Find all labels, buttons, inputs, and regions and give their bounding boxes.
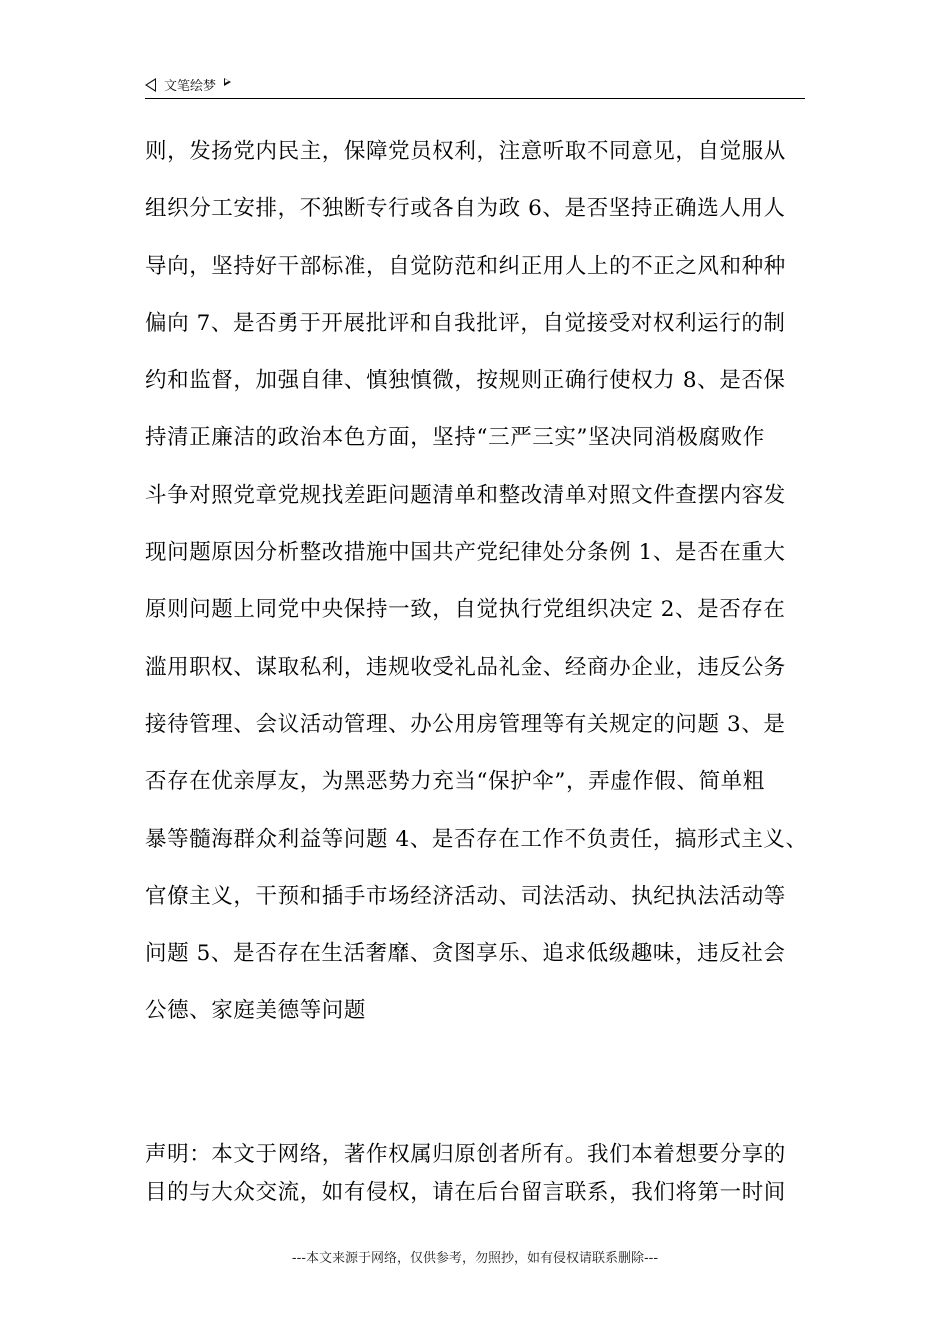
body-line: 接待管理、会议活动管理、办公用房管理等有关规定的问题 3、是 [145, 711, 786, 737]
body-line: 问题 5、是否存在生活奢靡、贪图享乐、追求低级趣味，违反社会 [145, 941, 786, 967]
page-footer: ---本文来源于网络，仅供参考，勿照抄，如有侵权请联系删除--- [291, 1251, 659, 1266]
body-line: 现问题原因分析整改措施中国共产党纪律处分条例 1、是否在重大 [145, 540, 786, 566]
header-brand [145, 75, 231, 94]
body-line: 约和监督，加强自律、慎独慎微，按规则正确行使权力 8、是否保 [145, 368, 786, 394]
statement-line: 声明：本文于网络，著作权属归原创者所有。我们本着想要分享的 [145, 1142, 786, 1167]
body-line: 滥用职权、谋取私利，违规收受礼品礼金、经商办企业，违反公务 [145, 654, 786, 680]
body-line: 官僚主义，干预和插手市场经济活动、司法活动、执纪执法活动等 [145, 883, 786, 909]
body-line: 组织分工安排，不独断专行或各自为政 6、是否坚持正确选人用人 [145, 196, 786, 222]
triangle-right-outline-icon [224, 78, 231, 86]
body-line: 斗争对照党章党规找差距问题清单和整改清单对照文件查摆内容发 [145, 482, 786, 508]
body-line: 持清正廉洁的政治本色方面，坚持“三严三实”坚决同消极腐败作 [145, 425, 765, 451]
body-line: 偏向 7、是否勇于开展批评和自我批评，自觉接受对权利运行的制 [145, 310, 786, 336]
body-line: 暴等髓海群众利益等问题 4、是否存在工作不负责任，搞形式主义、 [145, 826, 808, 852]
body-line: 则，发扬党内民主，保障党员权利，注意听取不同意见，自觉服从 [145, 139, 786, 164]
triangle-left-outline-icon [145, 78, 156, 92]
page-header [145, 70, 805, 99]
body-line: 公德、家庭美德等问题 [145, 998, 367, 1024]
header-title: 文笔绘梦 [164, 79, 217, 94]
body-line: 否存在优亲厚友，为黑恶势力充当“保护伞”，弄虚作假、简单粗 [145, 769, 765, 795]
document-body [145, 136, 825, 1053]
copyright-statement [145, 1140, 825, 1216]
body-line: 原则问题上同党中央保持一致，自觉执行党组织决定 2、是否存在 [145, 597, 786, 623]
statement-line: 目的与大众交流，如有侵权，请在后台留言联系，我们将第一时间 [145, 1180, 786, 1205]
body-line: 导向，坚持好干部标准，自觉防范和纠正用人上的不正之风和种种 [145, 253, 786, 279]
